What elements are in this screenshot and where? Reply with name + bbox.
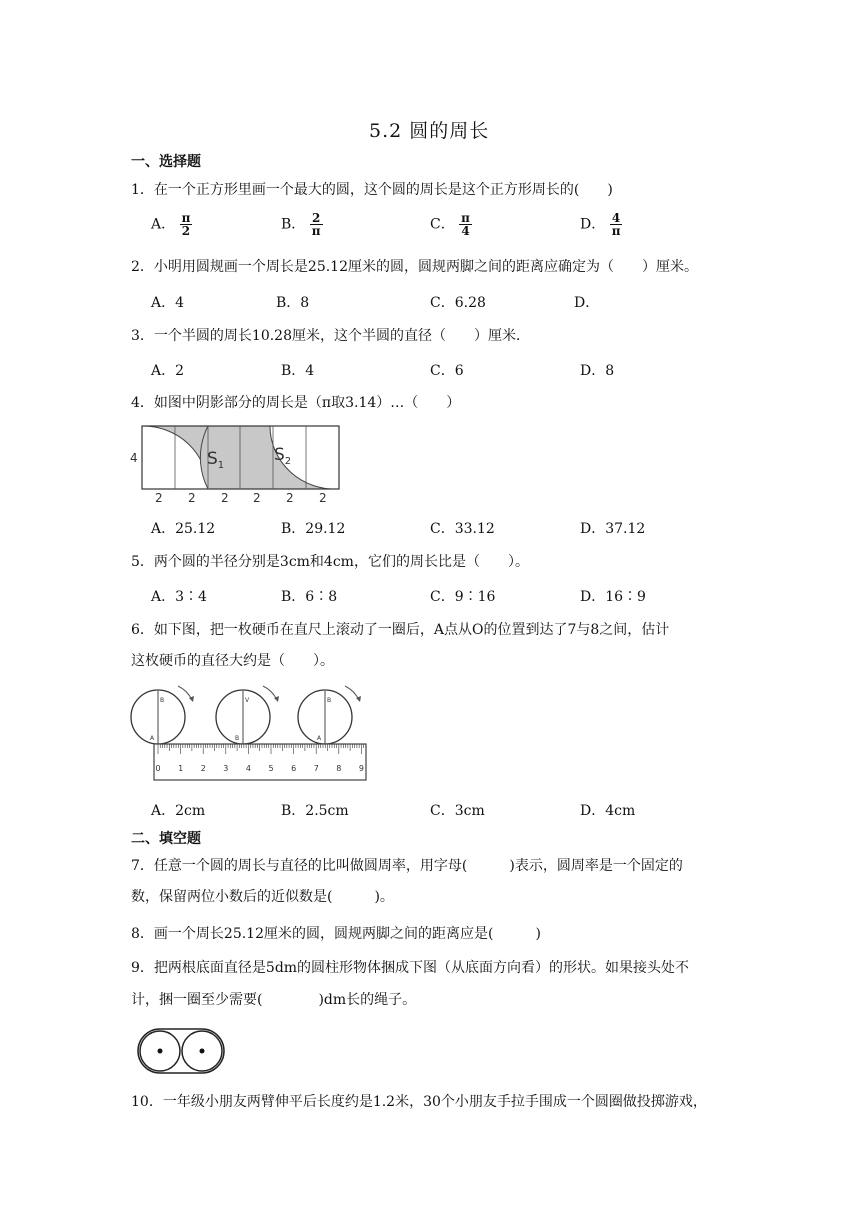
question-6-option-a: A．2cm — [151, 803, 206, 819]
label-s1-letter: S — [207, 449, 218, 469]
question-1-option-c — [430, 212, 472, 237]
fraction-denominator: 2 — [181, 224, 191, 238]
question-6-option-d: D．4cm — [580, 803, 636, 819]
bottom-label: 2 — [286, 491, 294, 505]
fraction-denominator: 4 — [461, 224, 470, 238]
bottom-label: 2 — [155, 491, 163, 505]
question-8-text: 8．画一个周长25.12厘米的圆，圆规两脚之间的距离应是( ) — [131, 926, 541, 942]
question-9-text-line1: 9．把两根底面直径是5dm的圆柱形物体捆成下图（从底面方向看）的形状。如果接头处不 — [131, 960, 690, 976]
section-heading-choice: 一、选择题 — [131, 154, 201, 170]
question-7-text-line2: 数，保留两位小数后的近似数是( )。 — [131, 889, 394, 905]
question-5-option-d: D．16∶9 — [580, 589, 646, 605]
question-6-option-c: C．3cm — [430, 803, 485, 819]
height-label: 4 — [130, 451, 138, 465]
question-2-option-a: A．4 — [151, 295, 185, 311]
ruler-label: 0 — [155, 764, 161, 773]
question-2-text: 2．小明用圆规画一个周长是25.12厘米的圆，圆规两脚之间的距离应确定为（ ）厘米。 — [131, 259, 698, 275]
coin-group — [131, 686, 361, 744]
question-3-text: 3．一个半圆的周长10.28厘米，这个半圆的直径（ ）厘米． — [131, 328, 530, 344]
fraction-numerator: 2 — [310, 212, 323, 225]
question-3-option-d: D．8 — [580, 363, 615, 379]
question-1-option-b — [281, 212, 323, 237]
label-s2-subscript: 2 — [284, 456, 292, 467]
question-1-text: 1．在一个正方形里画一个最大的圆，这个圆的周长是这个正方形周长的( ) — [131, 182, 613, 198]
rope-right-arc — [202, 1029, 224, 1073]
ruler-label: 6 — [291, 764, 297, 773]
question-2-option-d: D． — [574, 295, 600, 311]
fraction — [310, 212, 323, 237]
coin-bottom-label: A — [150, 735, 155, 742]
option-label: C． — [430, 216, 455, 233]
question-3-option-c: C．6 — [430, 363, 464, 379]
question-10-text: 10．一年级小朋友两臂伸平后长度约是1.2米，30个小朋友手拉手围成一个圆圈做投掷游戏， — [131, 1094, 707, 1110]
ruler-label: 9 — [358, 764, 364, 773]
fraction-denominator: π — [611, 224, 621, 238]
question-6-option-b: B．2.5cm — [281, 803, 349, 819]
fraction-denominator: π — [311, 224, 321, 238]
coin-bottom-label: B — [235, 735, 240, 742]
coin-top-label: V — [245, 697, 250, 704]
question-9-figure — [134, 1024, 234, 1078]
question-3-option-a: A．2 — [151, 363, 185, 379]
option-label: D． — [580, 216, 606, 233]
center-dot — [158, 1049, 163, 1054]
fraction — [180, 212, 193, 237]
bottom-label: 2 — [221, 491, 229, 505]
ruler-label: 7 — [313, 764, 319, 773]
bottom-label: 2 — [319, 491, 327, 505]
coin-bottom-label: A — [317, 735, 322, 742]
coin-top-label: B — [327, 697, 332, 704]
question-5-option-b: B．6∶8 — [281, 589, 338, 605]
question-4-option-a: A．25.12 — [151, 521, 216, 537]
question-4-option-b: B．29.12 — [281, 521, 346, 537]
question-4-option-d: D．37.12 — [580, 521, 646, 537]
fraction-numerator: π — [461, 211, 470, 225]
question-1-option-d — [580, 212, 622, 237]
question-5-option-a: A．3∶4 — [151, 589, 207, 605]
coin-top-label: B — [160, 697, 165, 704]
center-dot — [200, 1049, 205, 1054]
option-label: B． — [281, 216, 306, 233]
question-4-text: 4．如图中阴影部分的周长是（π取3.14）…（ ） — [131, 395, 461, 411]
page-title: 5.2 圆的周长 — [369, 120, 490, 142]
question-1-option-a — [151, 212, 192, 237]
question-4-figure — [128, 420, 344, 506]
section-heading-fill: 二、填空题 — [131, 831, 201, 847]
ruler-label: 1 — [178, 764, 184, 773]
ruler-label: 8 — [336, 764, 342, 773]
ruler-label: 3 — [223, 764, 229, 773]
question-6-text-line2: 这枚硬币的直径大约是（ ）。 — [131, 653, 334, 669]
question-6-text-line1: 6．如下图，把一枚硬币在直尺上滚动了一圈后，A点从O的位置到达了7与8之间，估计 — [131, 622, 670, 638]
question-5-text: 5．两个圆的半径分别是3cm和4cm，它们的周长比是（ ）。 — [131, 554, 529, 570]
label-s1-subscript: 1 — [217, 460, 225, 471]
ruler-label: 2 — [200, 764, 206, 773]
ruler-label: 4 — [245, 764, 251, 773]
coin — [131, 686, 194, 744]
fraction — [610, 212, 623, 237]
fraction — [459, 212, 472, 237]
fraction-numerator: 4 — [610, 212, 623, 225]
question-2-option-b: B．8 — [276, 295, 310, 311]
coin — [298, 686, 361, 744]
coin — [216, 686, 279, 744]
question-6-figure — [128, 684, 372, 784]
bottom-label: 2 — [253, 491, 261, 505]
question-3-option-b: B．4 — [281, 363, 315, 379]
ruler — [154, 744, 366, 780]
fraction-numerator: π — [181, 211, 191, 225]
ruler-label: 5 — [268, 764, 274, 773]
label-s2-letter: S — [274, 445, 285, 465]
question-2-option-c: C．6.28 — [430, 295, 486, 311]
question-5-option-c: C．9∶16 — [430, 589, 496, 605]
question-4-option-c: C．33.12 — [430, 521, 495, 537]
question-7-text-line1: 7．任意一个圆的周长与直径的比叫做圆周率，用字母( )表示，圆周率是一个固定的 — [131, 858, 683, 874]
question-9-text-line2: 计，捆一圈至少需要( )dm长的绳子。 — [131, 992, 417, 1008]
bottom-label: 2 — [188, 491, 196, 505]
option-label: A． — [151, 216, 176, 233]
